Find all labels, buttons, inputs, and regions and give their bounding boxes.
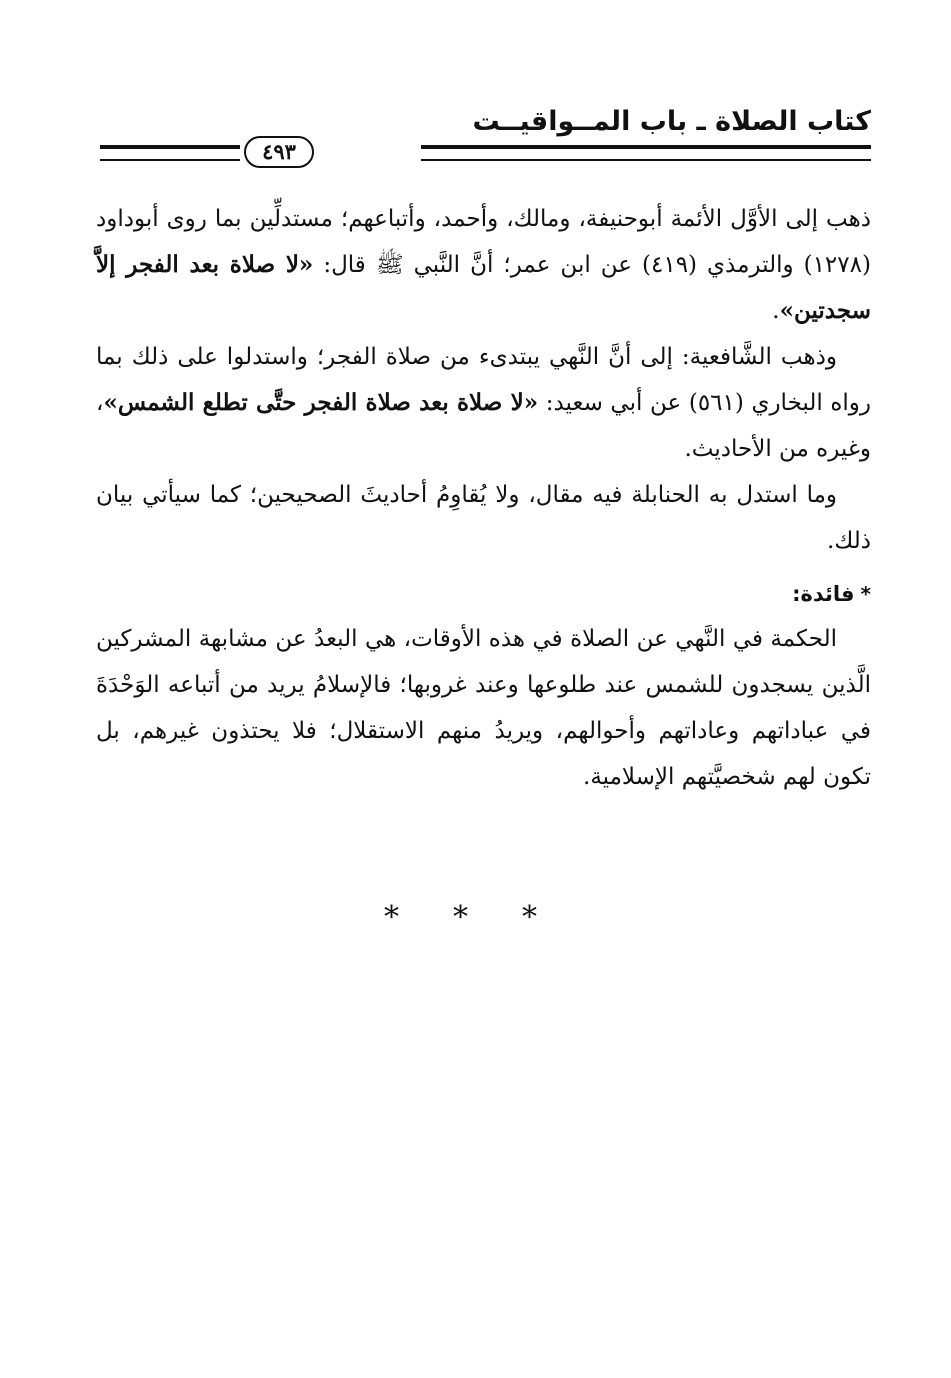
paragraph-2: [96, 334, 871, 472]
paragraph-1: [96, 196, 871, 334]
note-paragraph: الحكمة في النَّهي عن الصلاة في هذه الأوقات، هي البعدُ عن مشابهة المشركين الَّذين يسجدون للشمس عند طلوعها وعند غروبها؛ فالإسلامُ يريد من أتباعه الوَحْدَةَ في عباداتهم وعاداتهم وأحوالهم، ويريدُ منهم الاستقلال؛ فلا يحتذون غيرهم، بل تكون لهم شخصيَّتهم الإسلامية.: [96, 626, 871, 790]
separator-star-icon: *: [522, 900, 567, 935]
star-icon: *: [860, 582, 871, 606]
body-text: [96, 196, 871, 800]
header-rule-right: [421, 145, 871, 161]
separator-star-icon: *: [453, 900, 498, 935]
page-number: ٤٩٣: [244, 136, 314, 168]
paragraph-2-part-1: وذهب الشَّافعية: إلى أنَّ النَّهي يبتدىء من صلاة الفجر؛ واستدلوا على ذلك بما رواه البخاري (٥٦١) عن أبي سعيد:: [96, 344, 872, 416]
paragraph-1-part-3: .: [772, 298, 780, 324]
paragraph-1-part-1: ذهب إلى الأوَّل الأئمة أبوحنيفة، ومالك، وأحمد، وأتباعهم؛ مستدلِّين بما روى أبوداود (١٢٧٨) والترمذي (٤١٩) عن ابن عمر؛ أنَّ النَّبي ﷺ قال:: [96, 206, 871, 278]
header-rule-left: [100, 145, 240, 161]
note-heading-label: فائدة:: [792, 582, 855, 606]
paragraph-3-part-1: وما استدل به الحنابلة فيه مقال، ولا يُقاوِمُ أحاديثَ الصحيحين؛ كما سيأتي بيان ذلك.: [96, 482, 871, 554]
running-title: كتاب الصلاة ـ باب المــواقيــت: [472, 106, 871, 137]
hadith-quote-1: «لا صلاة بعد الفجر إلاَّ سجدتين»: [96, 251, 871, 324]
separator-star-icon: *: [384, 900, 429, 935]
paragraph-3: [96, 472, 871, 564]
hadith-quote-2: «لا صلاة بعد صلاة الفجر حتَّى تطلع الشمس»: [103, 389, 539, 416]
note-heading: [96, 572, 871, 616]
paragraph-2-part-3: ، وغيره من الأحاديث.: [96, 390, 871, 462]
section-separator: [0, 900, 951, 935]
